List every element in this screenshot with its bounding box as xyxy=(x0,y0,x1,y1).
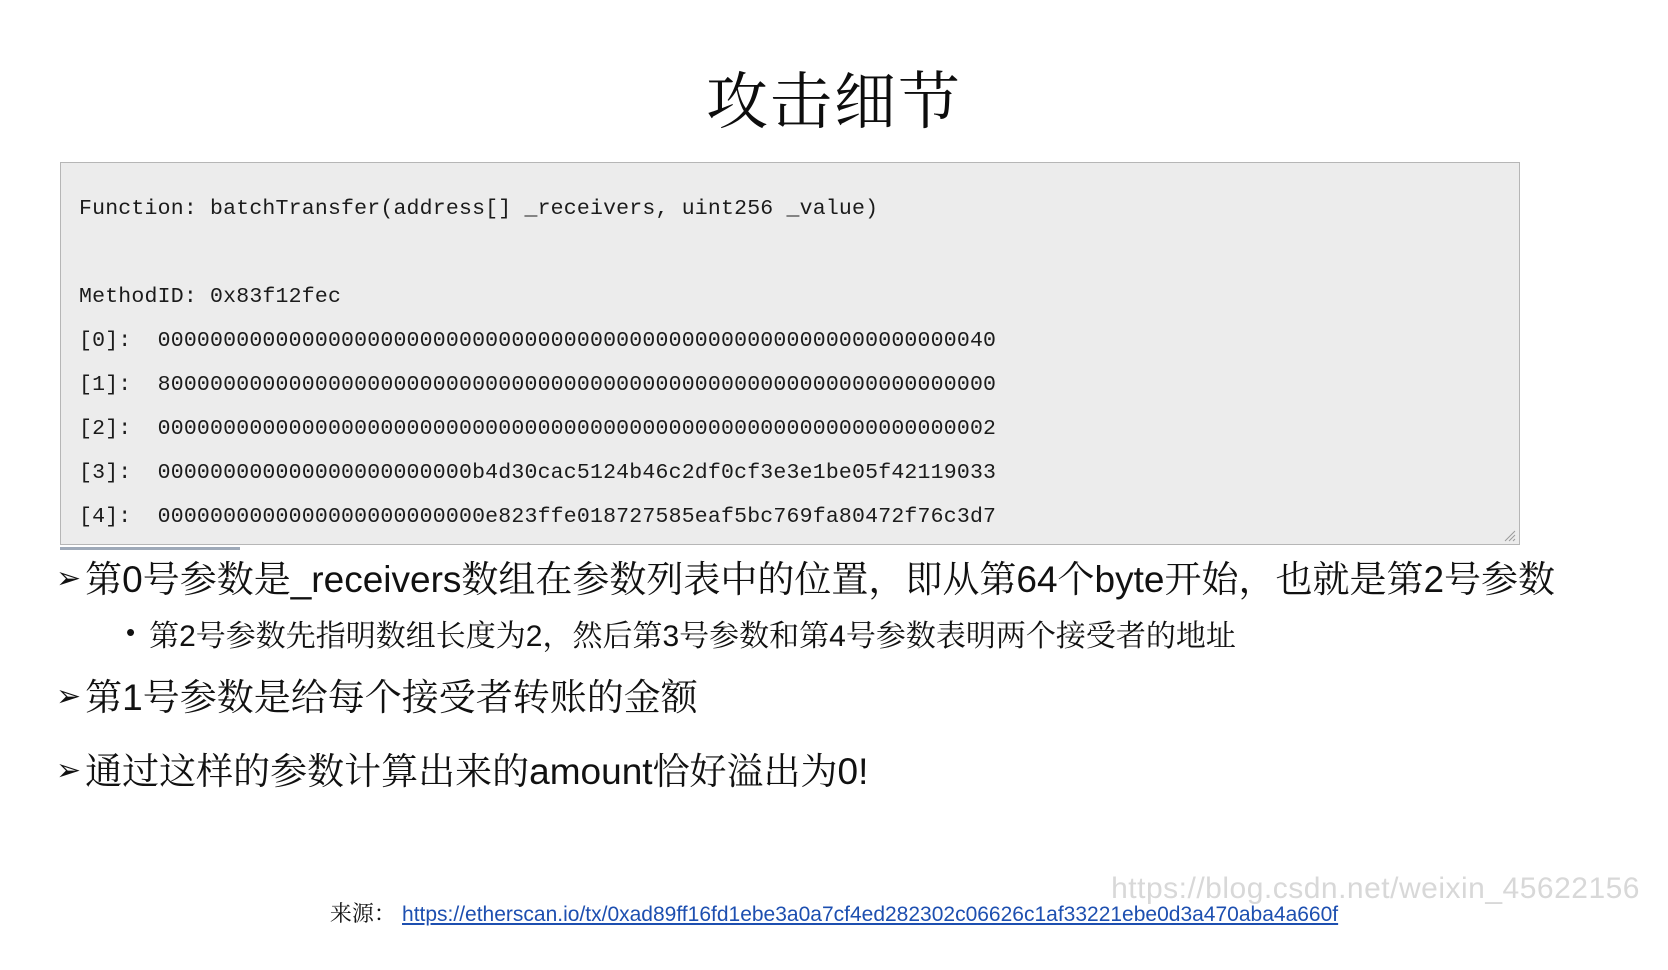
source-link[interactable]: https://etherscan.io/tx/0xad89ff16fd1ebe3a0a7cf4ed282302c06626c1af33221ebe0d3a470aba4a660f xyxy=(402,903,1339,926)
bullet-text: 第1号参数是给每个接受者转账的金额 xyxy=(85,677,698,719)
code-line: Function: batchTransfer(address[] _receivers, uint256 _value) xyxy=(79,197,879,221)
code-line: [1]: 8000000000000000000000000000000000000000000000000000000000000000 xyxy=(79,373,997,397)
source-label: 来源： xyxy=(329,901,396,926)
bullet-text: 第2号参数先指明数组长度为2，然后第3号参数和第4号参数表明两个接受者的地址 xyxy=(149,620,1236,654)
code-line: [3]: 000000000000000000000000b4d30cac5124b46c2df0cf3e3e1be05f42119033 xyxy=(79,461,997,485)
divider xyxy=(60,547,240,550)
bullet-list xyxy=(56,556,1616,799)
page-title: 攻击细节 xyxy=(705,68,962,137)
bullet-marker-arrow-icon: ➢ xyxy=(56,753,82,787)
bullet-item-level2 xyxy=(126,617,1616,656)
code-line: [2]: 0000000000000000000000000000000000000000000000000000000000000002 xyxy=(79,417,997,441)
bullet-item-level1 xyxy=(56,674,1616,721)
bullet-marker-dot-icon: • xyxy=(126,617,136,648)
bullet-item-level1 xyxy=(56,748,1616,795)
bullet-text: 第0号参数是_receivers数组在参数列表中的位置，即从第64个byte开始，也就是第2号参数 xyxy=(85,559,1556,600)
source-row xyxy=(0,897,1668,928)
code-line: MethodID: 0x83f12fec xyxy=(79,285,342,309)
code-line: [0]: 0000000000000000000000000000000000000000000000000000000000000040 xyxy=(79,329,997,353)
bullet-marker-arrow-icon: ➢ xyxy=(56,680,82,714)
watermark: https://blog.csdn.net/weixin_45622156 xyxy=(1111,872,1640,905)
code-block[interactable] xyxy=(60,162,1520,545)
resize-handle-icon[interactable] xyxy=(1502,528,1516,542)
code-line xyxy=(79,231,1501,275)
code-line: [4]: 0000000000000000000000000e823ffe018727585eaf5bc769fa80472f76c3d7 xyxy=(79,505,997,529)
bullet-text: 通过这样的参数计算出来的amount恰好溢出为0! xyxy=(85,750,869,792)
bullet-item-level1 xyxy=(56,556,1616,603)
bullet-marker-arrow-icon: ➢ xyxy=(56,562,82,595)
